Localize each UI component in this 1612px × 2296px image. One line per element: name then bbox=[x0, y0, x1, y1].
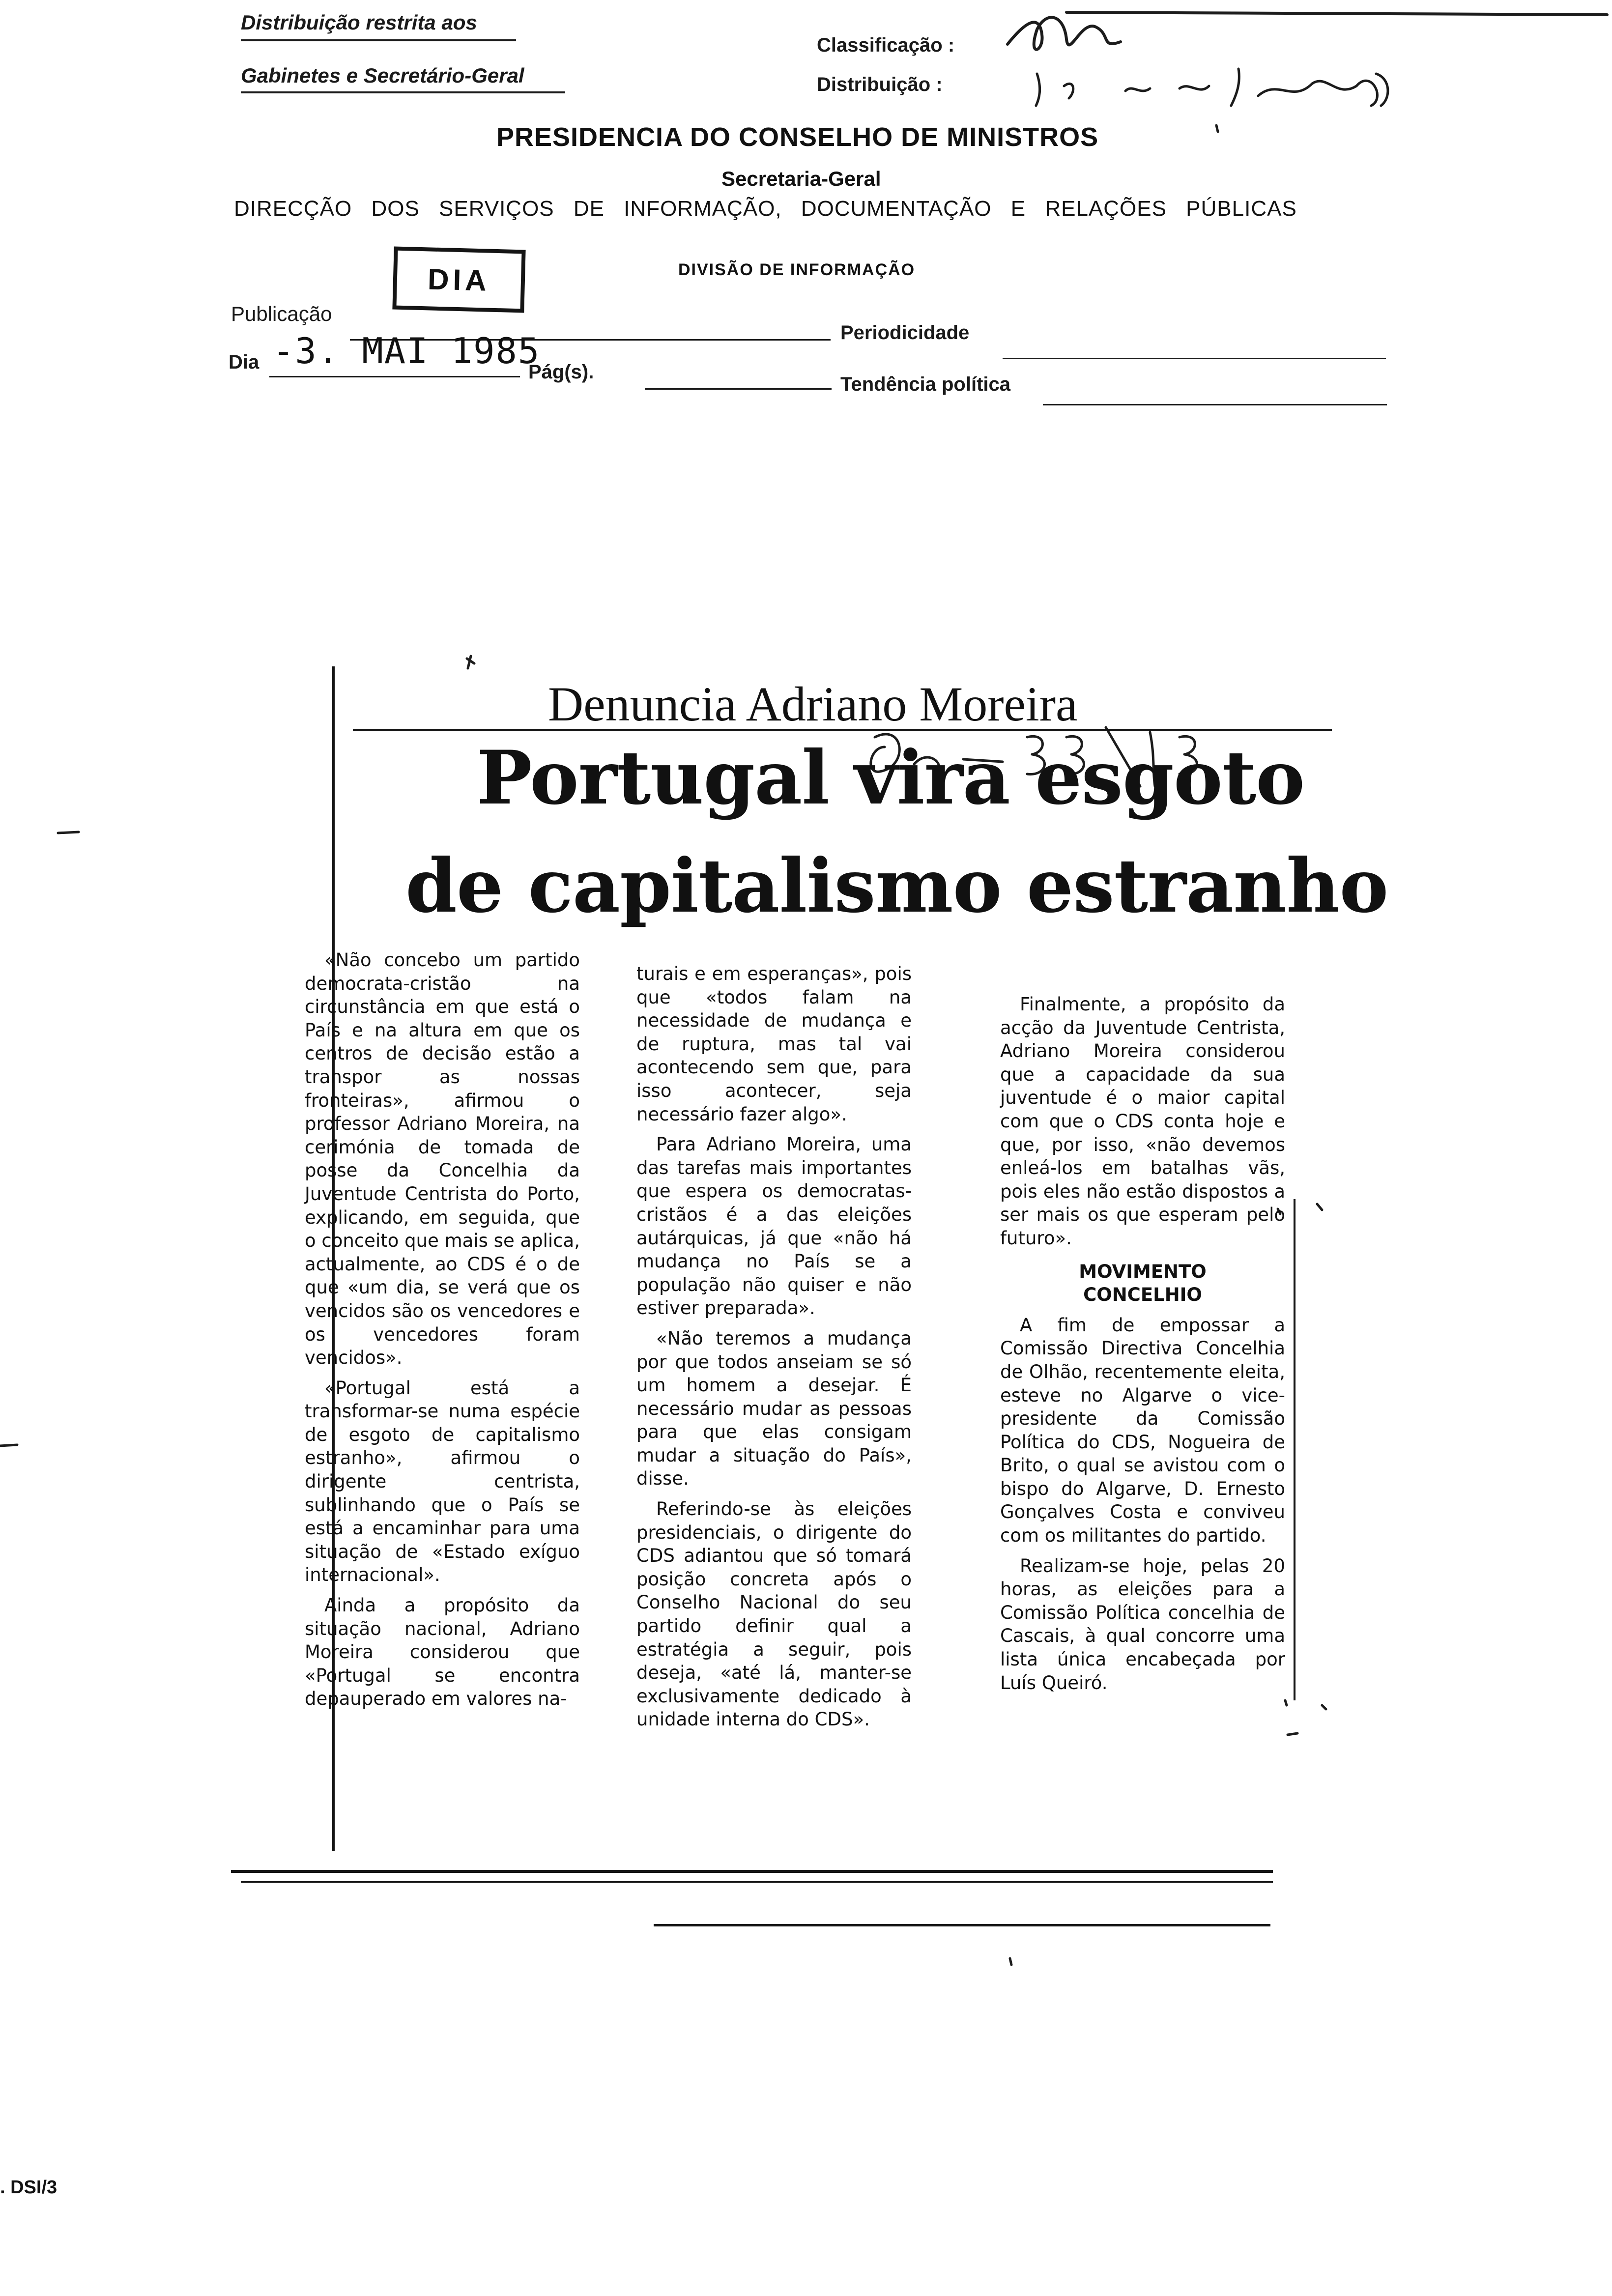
section-subhead bbox=[1000, 1260, 1285, 1307]
article-column-1 bbox=[305, 948, 580, 1718]
restricted-distribution-line2: Gabinetes e Secretário-Geral bbox=[241, 64, 524, 87]
article-paragraph: Referindo-se às eleições presidenciais, o dirigente do CDS adiantou que só tomará posição concreta após o Conselho Nacional do seu partido definir qual a estratégia a seguir, pois deseja, «até lá, manter-se exclusivamente dedicado à unidade interna do CDS». bbox=[636, 1498, 912, 1730]
article-paragraph: Ainda a propósito da situação nacional, Adriano Moreira considerou que «Portugal se encontra depauperado em valores na- bbox=[305, 1595, 580, 1710]
publicacao-label: Publicação bbox=[231, 302, 332, 325]
classificacao-label: Classificação : bbox=[817, 34, 955, 56]
distribution-handwriting bbox=[1036, 69, 1388, 106]
article-headline-line2: de capitalismo estranho bbox=[405, 843, 1388, 929]
article-paragraph: «Portugal está a transformar-se numa espécie de esgoto de capitalismo estranho», afirmou o dirigente centrista, sublinhando que o País se está a encaminhar para uma situação de «Estado exíguo internacional». bbox=[305, 1377, 580, 1586]
tendencia-line bbox=[1043, 404, 1387, 405]
article-paragraph: Finalmente, a propósito da acção da Juventude Centrista, Adriano Moreira considerou que a capacidade da sua juventude é o maior capital com que o CDS conta hoje e que, por isso, «não devemos enleá-los em batalhas vãs, pois eles não estão dispostos a ser mais os que esperam pelo futuro». bbox=[1000, 994, 1285, 1249]
clipping-bottom-rule-1 bbox=[231, 1870, 1273, 1873]
article-paragraph: A fim de empossar a Comissão Directiva Concelhia de Olhão, recentemente eleita, esteve no Algarve o vice-presidente da Comissão Política do CDS, Nogueira de Brito, o qual se avistou com o bispo do Algarve, D. Ernesto Gonçalves Costa e conviveu com os militantes do partido. bbox=[1000, 1314, 1285, 1547]
article-paragraph: Realizam-se hoje, pelas 20 horas, as eleições para a Comissão Política concelhia de Cascais, à qual concorre uma lista única encabeçada por Luís Queiró. bbox=[1000, 1555, 1285, 1693]
subhead-line2: CONCELHIO bbox=[1083, 1284, 1202, 1306]
pags-label: Pág(s). bbox=[528, 361, 594, 383]
article-paragraph: Para Adriano Moreira, uma das tarefas mais importantes que espera os democratas-cristãos é a das eleições autárquicas, já que «não há mudança no País se a população não quiser e não estiver preparada». bbox=[636, 1134, 912, 1319]
dia-label: Dia bbox=[229, 351, 259, 373]
direccao-servicos: DIRECÇÃO DOS SERVIÇOS DE INFORMAÇÃO, DOCUMENTAÇÃO E RELAÇÕES PÚBLICAS bbox=[234, 197, 1297, 221]
article-kicker: Denuncia Adriano Moreira bbox=[548, 677, 1078, 731]
article-column-3 bbox=[1000, 993, 1285, 1701]
publication-stamp: DIA bbox=[392, 247, 525, 313]
divisao-informacao: DIVISÃO DE INFORMAÇÃO bbox=[678, 260, 916, 279]
column-3-edge-mark bbox=[1294, 1199, 1295, 1700]
institution-name: PRESIDENCIA DO CONSELHO DE MINISTROS bbox=[496, 122, 1099, 152]
article-paragraph: turais e em esperanças», pois que «todos falam na necessidade de mudança e de ruptura, mas tal vai acontecendo sem que, para isso acontecer, seja necessário fazer algo». bbox=[636, 963, 912, 1125]
restricted-distribution-line1: Distribuição restrita aos bbox=[241, 11, 477, 34]
article-column-2 bbox=[636, 962, 912, 1738]
periodicidade-label: Periodicidade bbox=[840, 322, 970, 344]
pags-line bbox=[645, 388, 832, 390]
secretaria-geral: Secretaria-Geral bbox=[721, 167, 881, 190]
tendencia-politica-label: Tendência política bbox=[840, 373, 1010, 395]
dia-line bbox=[269, 376, 520, 377]
clipping-bottom-rule-2 bbox=[241, 1881, 1273, 1883]
article-paragraph: «Não teremos a mudança por que todos anseiam se só um homem a desejar. É necessário mudar as pessoas para que elas consigam mudar a situação do País», disse. bbox=[636, 1327, 912, 1490]
date-stamp: -3. MAI 1985 bbox=[273, 330, 541, 372]
distribuicao-label: Distribuição : bbox=[817, 74, 943, 95]
periodicidade-line bbox=[1003, 358, 1386, 359]
clipping-bottom-rule-3 bbox=[654, 1924, 1270, 1926]
classification-handwriting bbox=[1008, 12, 1607, 50]
subhead-line1: MOVIMENTO bbox=[1079, 1261, 1207, 1282]
article-headline-line1: Portugal vira esgoto bbox=[477, 735, 1305, 821]
article-paragraph: «Não concebo um partido democrata-cristão na circunstância em que está o País e na altura em que os centros de decisão estão a transpor as nossas fronteiras», afirmou o professor Adriano Moreira, na cerimónia de tomada de posse da Concelhia da Juventude Centrista do Porto, explicando, em seguida, que o conceito que mais se aplica, actualmente, ao CDS é o de que «um dia, se verá que os vencidos são os vencedores e os vencedores foram vencidos». bbox=[305, 949, 580, 1369]
form-code: . DSI/3 bbox=[0, 2177, 58, 2198]
